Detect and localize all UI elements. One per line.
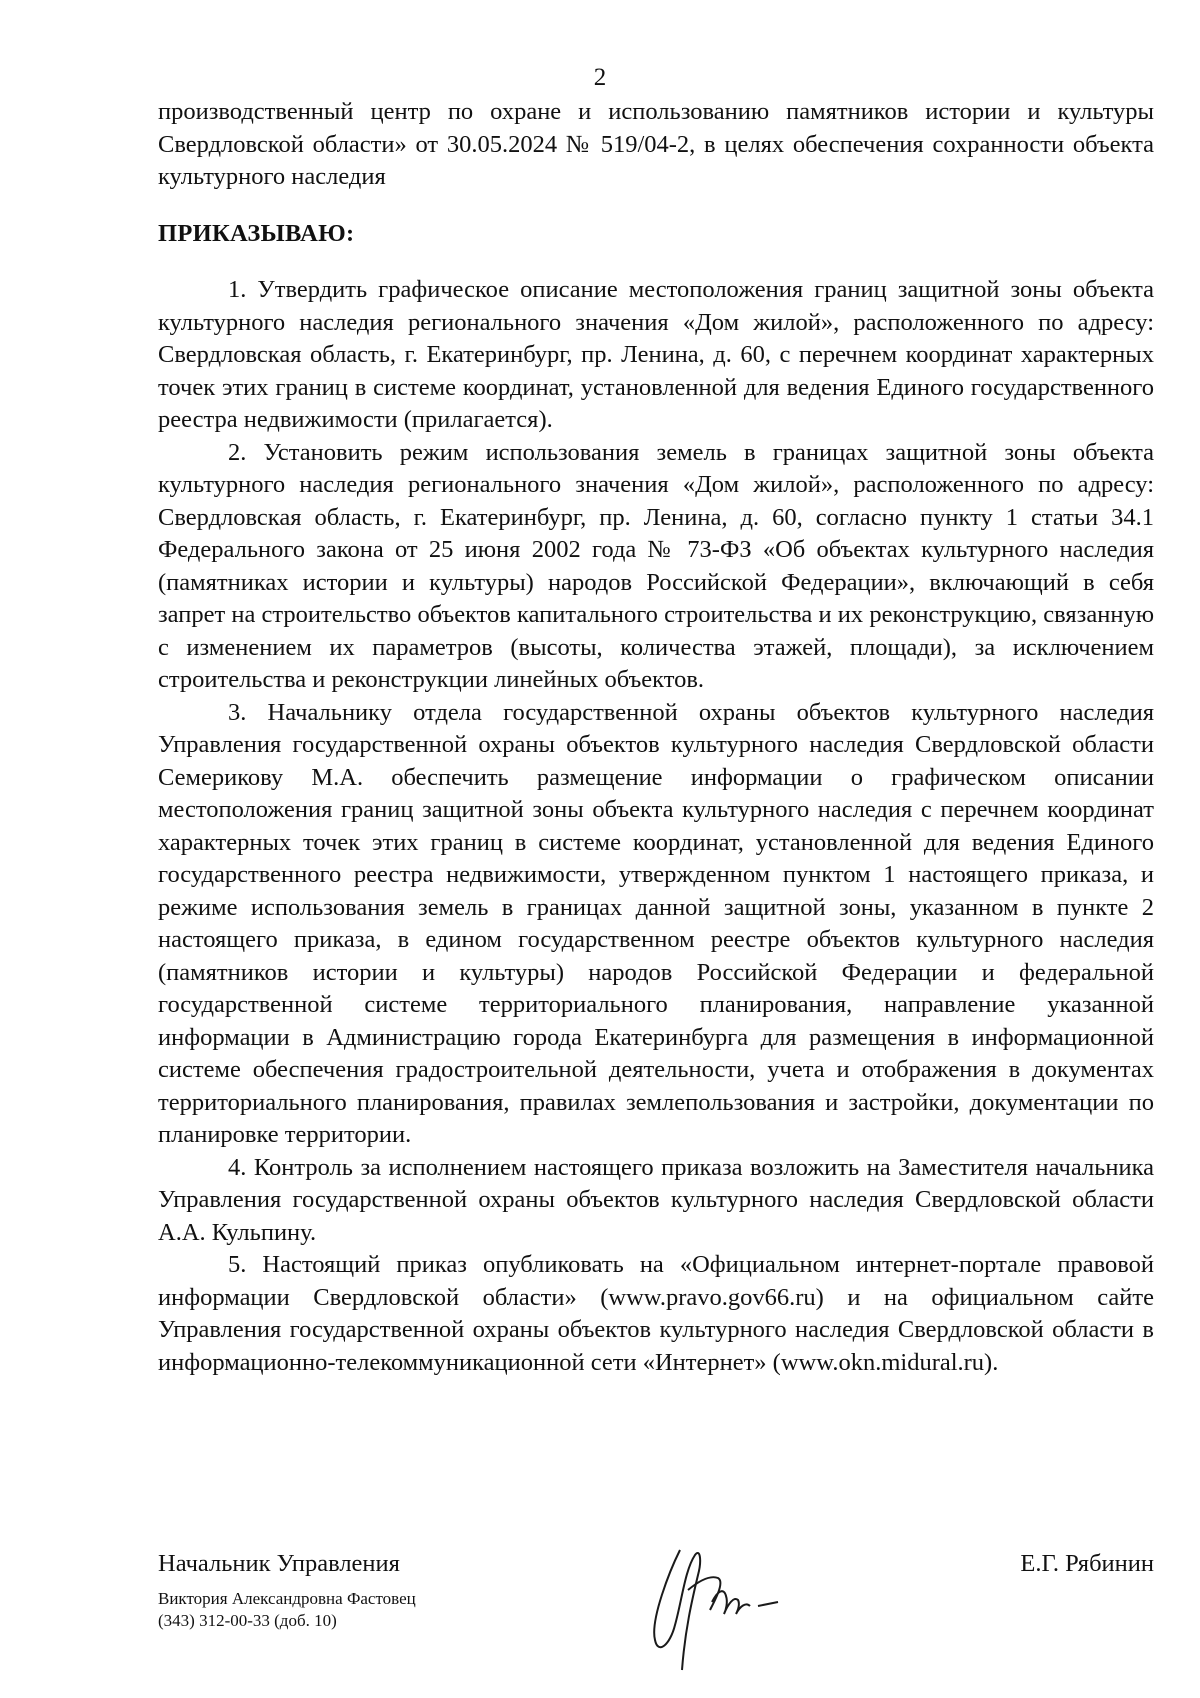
page-number: 2 [593, 64, 607, 91]
signer-name: Е.Г. Рябинин [1020, 1550, 1154, 1577]
clause-1: 1. Утвердить графическое описание местоположения границ защитной зоны объекта культурного наследия регионального значения «Дом жилой», расположенного по адресу: Свердловская область, г. Екатеринбург, пр. Ленина, д. 60, с перечнем координат характерных точек этих границ в системе координат, установленной для ведения Единого государственного реестра недвижимости (прилагается). [158, 276, 1154, 433]
document-body [158, 96, 1154, 1379]
intro-paragraph: производственный центр по охране и использованию памятников истории и культуры Свердловской области» от 30.05.2024 № 519/04-2, в целях обеспечения сохранности объекта культурного наследия [158, 98, 1154, 190]
signer-position: Начальник Управления [158, 1550, 400, 1577]
executor-name: Виктория Александровна Фастовец [158, 1589, 416, 1608]
clause-5: 5. Настоящий приказ опубликовать на «Официальном интернет-портале правовой информации Свердловской области» (www.pravo.gov66.ru) и на официальном сайте Управления государственной охраны объектов культурного наследия Свердловской области в информационно-телекоммуникационной сети «Интернет» (www.okn.midural.ru). [158, 1251, 1154, 1376]
clause-3: 3. Начальнику отдела государственной охраны объектов культурного наследия Управления государственной охраны объектов культурного наследия Свердловской области Семерикову М.А. обеспечить размещение информации о графическом описании местоположения границ защитной зоны объекта культурного наследия с перечнем координат характерных точек этих границ в системе координат, установленной для ведения Единого государственного реестра недвижимости, утвержденном пунктом 1 настоящего приказа, и режиме использования земель в границах данной защитной зоны, указанном в пункте 2 настоящего приказа, в едином государственном реестре объектов культурного наследия (памятников истории и культуры) народов Российской Федерации и федеральной государственной системе территориального планирования, направление указанной информации в Администрацию города Екатеринбурга для размещения в информационной системе обеспечения градостроительной деятельности, учета и отображения в документах территориального планирования, правилах землепользования и застройки, документации по планировке территории. [158, 698, 1154, 1148]
clause-2: 2. Установить режим использования земель в границах защитной зоны объекта культурного наследия регионального значения «Дом жилой», расположенного по адресу: Свердловская область, г. Екатеринбург, пр. Ленина, д. 60, согласно пункту 1 статьи 34.1 Федерального закона от 25 июня 2002 года № 73-ФЗ «Об объектах культурного наследия (памятниках истории и культуры) народов Российской Федерации», включающий в себя запрет на строительство объектов капитального строительства и их реконструкцию, связанную с изменением их параметров (высоты, количества этажей, площади), за исключением строительства и реконструкции линейных объектов. [158, 438, 1154, 693]
executor-phone: (343) 312-00-33 (доб. 10) [158, 1611, 337, 1630]
handwritten-signature [640, 1530, 810, 1680]
order-heading: ПРИКАЗЫВАЮ: [158, 219, 355, 247]
clause-4: 4. Контроль за исполнением настоящего приказа возложить на Заместителя начальника Управления государственной охраны объектов культурного наследия Свердловской области А.А. Кульпину. [158, 1153, 1154, 1246]
executor-info [158, 1588, 416, 1632]
